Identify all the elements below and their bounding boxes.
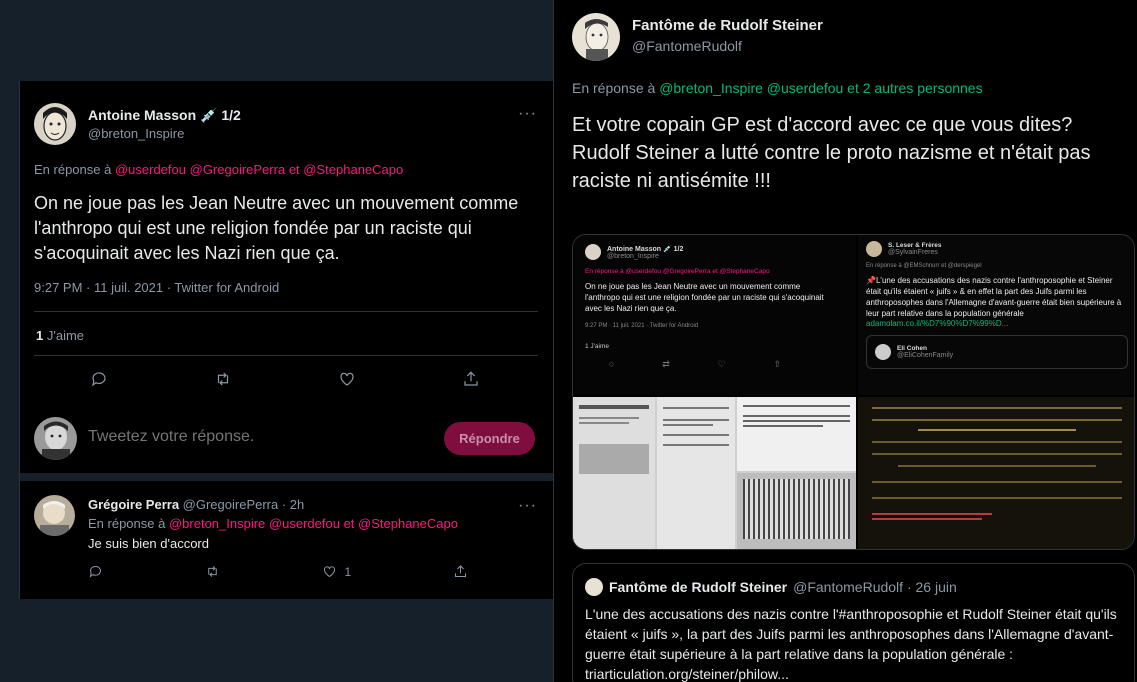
reply-header (88, 497, 304, 512)
reply-prefix: En réponse à (34, 162, 112, 177)
reply-icon[interactable] (90, 370, 108, 388)
author-name: Fantôme de Rudolf Steiner (609, 579, 788, 595)
like-count: 1 (344, 564, 352, 579)
tweet-text (572, 111, 1132, 195)
left-tweet-card (19, 81, 553, 599)
mini-header (866, 241, 1128, 257)
mini-avatar (585, 244, 601, 260)
mini-avatar (875, 344, 891, 360)
mention-link[interactable]: @StephaneCapo (358, 516, 458, 531)
share-icon[interactable] (453, 564, 468, 579)
mini-actions (585, 359, 805, 370)
tweet-header (632, 17, 823, 54)
retweet-icon[interactable] (205, 564, 220, 579)
text-line (663, 444, 729, 446)
quote-text: L'une des accusations des nazis contre l'#anthroposophie et Rudolf Steiner était qu'ils étaient « juifs », la part des Juifs parmi les anthroposophes dans l'Allemagne d'avant-guerre était supérieure à la part relative dans la population générale : triarticulation.org/steiner/philow... (585, 606, 1117, 682)
section-separator (20, 473, 553, 481)
text-line (743, 405, 850, 407)
media-thumbnail-tweet[interactable] (573, 235, 856, 395)
tweet-header (34, 103, 241, 145)
mini-text: On ne joue pas les Jean Neutre avec un mouvement comme l'anthropo qui est une religion fondée par un raciste qui s'acoquinait avec les Nazi rien que ça. (585, 282, 824, 313)
document-stamp (579, 444, 649, 474)
mention-link[interactable]: @GregoirePerra (189, 162, 286, 177)
mini-share-icon: ⇧ (773, 359, 782, 369)
mini-author: Antoine Masson 💉 1/2 (607, 245, 684, 253)
reply-prefix: En réponse à (572, 80, 656, 96)
tweet-text-line: Et votre copain GP est d'accord avec ce que vous dites? (572, 114, 1073, 136)
text-line (743, 425, 823, 427)
tweet-meta[interactable]: 9:27 PM · 11 juil. 2021 · Twitter for Android (34, 280, 280, 295)
author-handle: @FantomeRudolf · 26 juin (793, 579, 957, 595)
text-line (872, 518, 982, 520)
media-thumbnail-tweet[interactable] (858, 235, 1135, 395)
mention-link[interactable]: @userdefou (766, 80, 844, 96)
mini-quote (866, 335, 1128, 369)
mini-author: S. Leser & Frères (888, 242, 942, 249)
reply-composer (20, 406, 553, 476)
mention-link[interactable]: @userdefou (114, 162, 186, 177)
author-handle[interactable]: @FantomeRudolf (632, 38, 742, 54)
text-line (898, 465, 1096, 467)
more-options-icon[interactable]: ··· (518, 497, 537, 514)
quoted-tweet[interactable] (572, 563, 1135, 682)
tweet-text-line: Rudolf Steiner a lutté contre le proto nazisme et n'était pas raciste ni antisémite !!! (572, 142, 1091, 192)
mini-like-icon: ♡ (717, 359, 726, 369)
right-tweet-card (553, 0, 1137, 682)
mini-meta: 9:27 PM · 11 juil. 2021 · Twitter for Android (585, 323, 699, 329)
text-line (663, 407, 729, 409)
avatar (585, 578, 603, 596)
mini-reply-icon: ○ (608, 359, 615, 369)
reply-icon[interactable] (88, 564, 103, 579)
tweet-text: On ne joue pas les Jean Neutre avec un mouvement comme l'anthropo qui est une religion fondée par un raciste qui s'acoquinait avec les Nazi rien que ça. (34, 193, 519, 263)
like-icon[interactable] (338, 370, 356, 388)
mini-retweet-icon: ⇄ (662, 359, 670, 369)
text-line (579, 417, 639, 419)
text-line (579, 422, 629, 424)
tweet-actions (90, 370, 480, 388)
like-group[interactable] (322, 564, 352, 579)
text-line (663, 424, 713, 426)
avatar[interactable] (572, 13, 620, 61)
text-line (872, 481, 1122, 483)
author-handle[interactable]: @breton_Inspire (88, 126, 185, 141)
mini-handle: @SylvainFreres (888, 249, 938, 256)
likes-number: 1 (36, 328, 44, 343)
text-line (579, 405, 649, 409)
more-options-icon[interactable]: ··· (518, 105, 537, 122)
mini-avatar (866, 241, 882, 257)
document-scan (737, 397, 856, 471)
mini-text: 📌L'une des accusations des nazis contre l'anthroposophie et Steiner était qu'ils étaient « juifs » & en effet la part des Juifs parmi les anthroposophes dans l'Allemagne d'avant-guerre était bien supérieure à leur part relative dans la population générale (866, 276, 1122, 318)
reply-prefix: En réponse à (88, 516, 166, 531)
mini-header (585, 244, 844, 260)
author-name[interactable]: Grégoire Perra (88, 497, 180, 512)
newspaper-columns (743, 479, 850, 539)
share-icon[interactable] (462, 370, 480, 388)
mention-link[interactable]: @userdefou (268, 516, 340, 531)
reply-actions (88, 564, 468, 579)
text-line (918, 429, 1076, 431)
document-scan (657, 397, 735, 550)
likes-count[interactable] (36, 328, 84, 343)
mention-link[interactable]: @breton_Inspire (168, 516, 266, 531)
avatar (34, 417, 77, 460)
text-line (743, 420, 850, 422)
divider (34, 311, 538, 312)
mention-link[interactable]: @breton_Inspire (659, 80, 763, 96)
text-line (663, 419, 729, 421)
reply-context (34, 162, 403, 177)
mention-link[interactable]: et 2 autres personnes (847, 80, 983, 96)
mention-separator: et (343, 516, 355, 531)
author-name[interactable]: Fantôme de Rudolf Steiner (632, 17, 823, 34)
mini-reply: En réponse à @userdefou @GregoirePerra et @StephaneCapo (585, 268, 770, 275)
text-line (872, 419, 1122, 421)
author-name[interactable]: Antoine Masson 💉 1/2 (88, 107, 241, 123)
reply-context (88, 516, 458, 531)
avatar[interactable] (34, 103, 76, 145)
document-scan (573, 397, 655, 550)
author-handle[interactable]: @GregoirePerra · 2h (182, 497, 305, 512)
mini-handle: @breton_Inspire (607, 252, 659, 260)
text-line (872, 407, 1122, 409)
mini-reply: En réponse à @EMSchnurr et @derspiegel (866, 263, 982, 269)
reply-input[interactable] (88, 428, 408, 446)
quote-header (585, 578, 957, 596)
likes-label: J'aime (46, 328, 85, 343)
retweet-icon[interactable] (214, 370, 232, 388)
mini-likes: 1 J'aime (585, 343, 610, 350)
mini-link: adamolam.co.il/%D7%90%D7%99%D... (866, 319, 1009, 328)
text-line (663, 434, 729, 436)
like-icon[interactable] (322, 564, 337, 579)
media-thumbnail-article[interactable] (858, 397, 1135, 550)
mention-link[interactable]: @StephaneCapo (303, 162, 404, 177)
mention-separator: et (288, 162, 300, 177)
text-line (872, 513, 992, 515)
reply-context (572, 80, 983, 96)
mini-handle: @EliCohenFamily (897, 352, 954, 359)
media-grid[interactable] (572, 234, 1135, 550)
reply-button[interactable]: Répondre (444, 422, 535, 455)
divider (34, 355, 538, 356)
text-line (872, 441, 1122, 443)
media-thumbnail-documents[interactable] (573, 397, 856, 550)
mini-author: Eli Cohen (897, 345, 927, 352)
text-line (872, 497, 1122, 499)
text-line (872, 453, 1122, 455)
document-scan (737, 473, 856, 550)
avatar[interactable] (34, 495, 75, 536)
reply-text: Je suis bien d'accord (88, 536, 209, 551)
text-line (743, 415, 850, 417)
